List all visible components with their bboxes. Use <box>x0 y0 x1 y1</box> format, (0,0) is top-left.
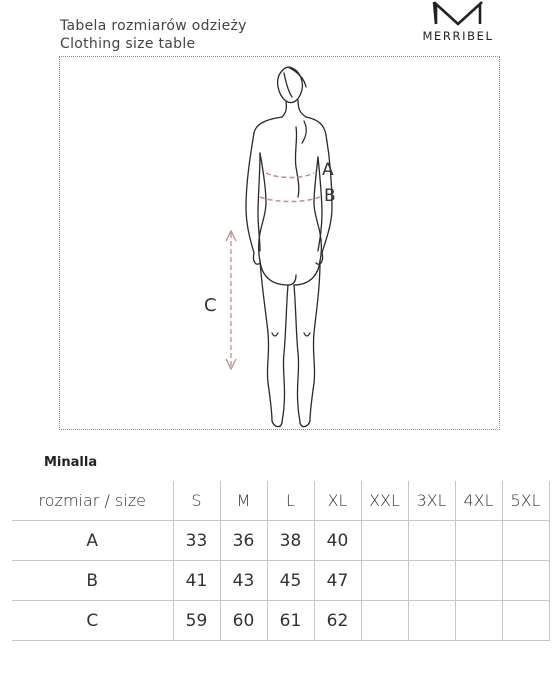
marker-b-label: B <box>324 186 336 206</box>
size-header-cell: S <box>173 481 220 521</box>
size-value-cell: 60 <box>220 601 267 641</box>
table-row <box>12 561 549 601</box>
size-value-cell: 38 <box>267 521 314 561</box>
size-value-cell: 62 <box>314 601 361 641</box>
waist-measurement-line <box>266 173 314 178</box>
title-polish: Tabela rozmiarów odzieży <box>60 18 247 34</box>
size-header-cell: L <box>267 481 314 521</box>
brand-wordmark: MERRIBEL <box>422 29 494 43</box>
size-header-label: rozmiar / size <box>12 481 173 521</box>
size-table <box>12 481 550 641</box>
table-row <box>12 601 549 641</box>
size-value-cell <box>408 601 455 641</box>
row-label: B <box>12 561 173 601</box>
table-row <box>12 521 549 561</box>
marker-c-label: C <box>204 295 217 316</box>
size-value-cell: 47 <box>314 561 361 601</box>
size-header-cell: 3XL <box>408 481 455 521</box>
size-value-cell <box>408 521 455 561</box>
marker-a-label: A <box>322 160 334 180</box>
size-value-cell <box>361 521 408 561</box>
size-value-cell: 43 <box>220 561 267 601</box>
size-value-cell <box>502 601 549 641</box>
row-label: A <box>12 521 173 561</box>
size-value-cell: 41 <box>173 561 220 601</box>
measurement-figure-frame <box>59 56 500 430</box>
size-value-cell <box>361 561 408 601</box>
length-measurement-arrow <box>226 231 236 369</box>
product-name: Minalla <box>44 455 98 470</box>
size-value-cell: 36 <box>220 521 267 561</box>
title-english: Clothing size table <box>60 36 196 52</box>
size-header-cell: 4XL <box>455 481 502 521</box>
row-label: C <box>12 601 173 641</box>
size-value-cell <box>455 601 502 641</box>
brand-logo <box>413 0 503 43</box>
size-value-cell: 33 <box>173 521 220 561</box>
body-silhouette-illustration <box>60 57 501 431</box>
size-value-cell <box>502 521 549 561</box>
size-header-cell: M <box>220 481 267 521</box>
size-value-cell: 61 <box>267 601 314 641</box>
size-value-cell <box>361 601 408 641</box>
size-value-cell: 45 <box>267 561 314 601</box>
brand-monogram-icon <box>431 0 485 26</box>
size-value-cell: 59 <box>173 601 220 641</box>
size-value-cell <box>408 561 455 601</box>
size-value-cell <box>455 521 502 561</box>
size-table-header-row <box>12 481 549 521</box>
size-value-cell <box>502 561 549 601</box>
hip-measurement-line <box>260 197 320 202</box>
size-value-cell <box>455 561 502 601</box>
size-value-cell: 40 <box>314 521 361 561</box>
size-header-cell: XXL <box>361 481 408 521</box>
header-titles <box>60 17 247 53</box>
size-header-cell: 5XL <box>502 481 549 521</box>
size-header-cell: XL <box>314 481 361 521</box>
